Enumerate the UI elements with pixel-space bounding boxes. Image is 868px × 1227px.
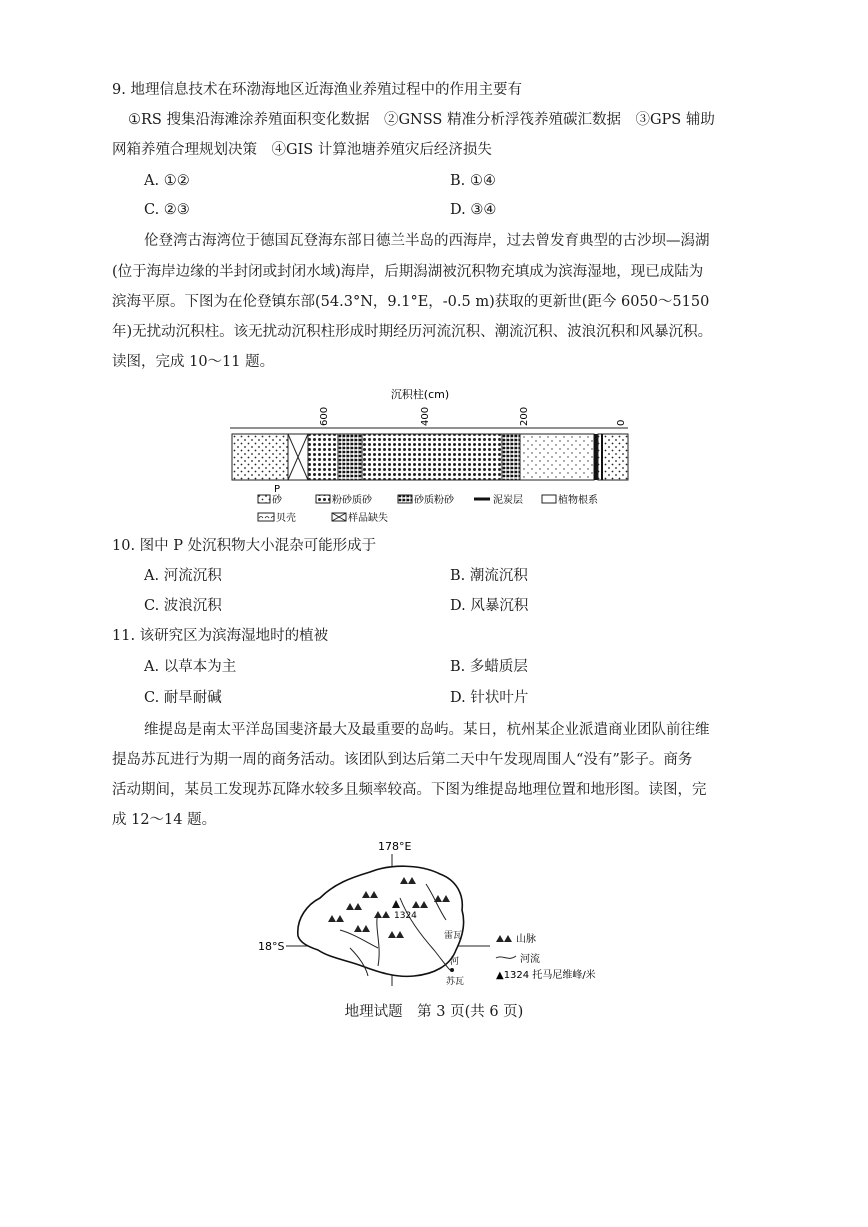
q9-option-d: D. ③④ <box>450 202 497 218</box>
viti-levu-map <box>250 838 610 988</box>
core-tick: 600 <box>319 406 330 426</box>
passage2-line: 维提岛是南太平洋岛国斐济最大及最重要的岛屿。某日，杭州某企业派遣商业团队前往维 <box>144 722 710 738</box>
legend-roots: 植物根系 <box>558 495 598 506</box>
q9-option-a: A. ①② <box>144 173 190 189</box>
q11-stem: 11. 该研究区为滨海湿地时的植被 <box>112 628 329 644</box>
core-title: 沉积柱(cm) <box>390 388 450 401</box>
map-legend-peak: ▲1324 托马尼维峰/米 <box>496 970 596 981</box>
q9-items-line1: ①RS 搜集沿海滩涂养殖面积变化数据 ②GNSS 精准分析浮筏养殖碳汇数据 ③GPS 辅助 <box>128 112 715 128</box>
legend-sand: 砂 <box>272 495 282 506</box>
map-legend-river: 河流 <box>520 954 540 965</box>
q10-option-b: B. 潮流沉积 <box>450 568 528 584</box>
q9-stem: 9. 地理信息技术在环渤海地区近海渔业养殖过程中的作用主要有 <box>112 82 522 98</box>
q11-option-b: B. 多蜡质层 <box>450 659 528 675</box>
q10-stem: 10. 图中 P 处沉积物大小混杂可能形成于 <box>112 538 377 554</box>
passage1-line: 读图，完成 10～11 题。 <box>112 354 275 370</box>
island-outline <box>298 866 464 976</box>
legend-sandy-silt: 砂质粉砂 <box>414 495 454 506</box>
core-layer-silty-sand <box>308 434 338 480</box>
q9-option-c: C. ②③ <box>144 202 190 218</box>
map-legend-mountain: 山脉 <box>516 934 536 945</box>
q11-option-d: D. 针状叶片 <box>450 690 529 706</box>
q10-option-a: A. 河流沉积 <box>144 568 222 584</box>
passage1-line: 伦登湾古海湾位于德国瓦登海东部日德兰半岛的西海岸，过去曾发育典型的古沙坝—潟湖 <box>144 233 710 249</box>
legend-silty-sand: 粉砂质砂 <box>332 495 372 506</box>
passage2-line: 提岛苏瓦进行为期一周的商务活动。该团队到达后第二天中午发现周围人“没有”影子。商务 <box>112 752 693 768</box>
core-tick: 400 <box>420 406 431 426</box>
q11-option-c: C. 耐旱耐碱 <box>144 690 222 706</box>
page-footer: 地理试题 第 3 页(共 6 页) <box>344 1004 524 1020</box>
passage1-line: 年)无扰动沉积柱。该无扰动沉积柱形成时期经历河流沉积、潮流沉积、波浪沉积和风暴沉积。 <box>112 324 713 340</box>
suva-dot <box>450 968 454 972</box>
core-point-p: P <box>274 484 281 495</box>
legend-shell: 贝壳 <box>276 513 296 524</box>
q9-items-line2: 网箱养殖合理规划决策 ④GIS 计算池塘养殖灾后经济损失 <box>112 142 492 158</box>
core-layer-sandy-silt <box>338 434 362 480</box>
core-layer-sand-bottom <box>232 434 288 480</box>
map-lon-label: 178°E <box>378 840 412 853</box>
core-tick: 200 <box>519 406 530 426</box>
core-tick: 0 <box>616 419 627 426</box>
sediment-core-figure <box>222 382 642 532</box>
q9-option-b: B. ①④ <box>450 173 496 189</box>
map-place-rewa: 雷瓦 <box>444 931 463 941</box>
passage1-line: 滨海平原。下图为在伦登镇东部(54.3°N，9.1°E，-0.5 m)获取的更新世(距今 6050～5150 <box>112 294 710 310</box>
q10-option-d: D. 风暴沉积 <box>450 598 529 614</box>
q10-option-c: C. 波浪沉积 <box>144 598 222 614</box>
core-layer-sand-top <box>520 434 594 480</box>
legend-peat: 泥炭层 <box>493 495 523 506</box>
map-lat-label: 18°S <box>258 940 285 953</box>
core-layer-sandy-silt-2 <box>502 434 520 480</box>
core-layer-peat <box>594 434 598 480</box>
passage2-line: 活动期间，某员工发现苏瓦降水较多且频率较高。下图为维提岛地理位置和地形图。读图，完 <box>112 782 707 798</box>
passage2-line: 成 12～14 题。 <box>112 812 217 828</box>
core-layer-silty-sand-main <box>362 434 502 480</box>
legend-missing: 样品缺失 <box>348 513 388 524</box>
q11-option-a: A. 以草本为主 <box>144 659 237 675</box>
map-peak-label: 1324 <box>394 911 417 921</box>
map-place-suva: 苏瓦 <box>446 977 465 987</box>
passage1-line: (位于海岸边缘的半封闭或封闭水域)海岸，后期潟湖被沉积物充填成为滨海湿地，现已成陆为 <box>112 264 704 280</box>
map-place-river: 河 <box>450 957 460 967</box>
